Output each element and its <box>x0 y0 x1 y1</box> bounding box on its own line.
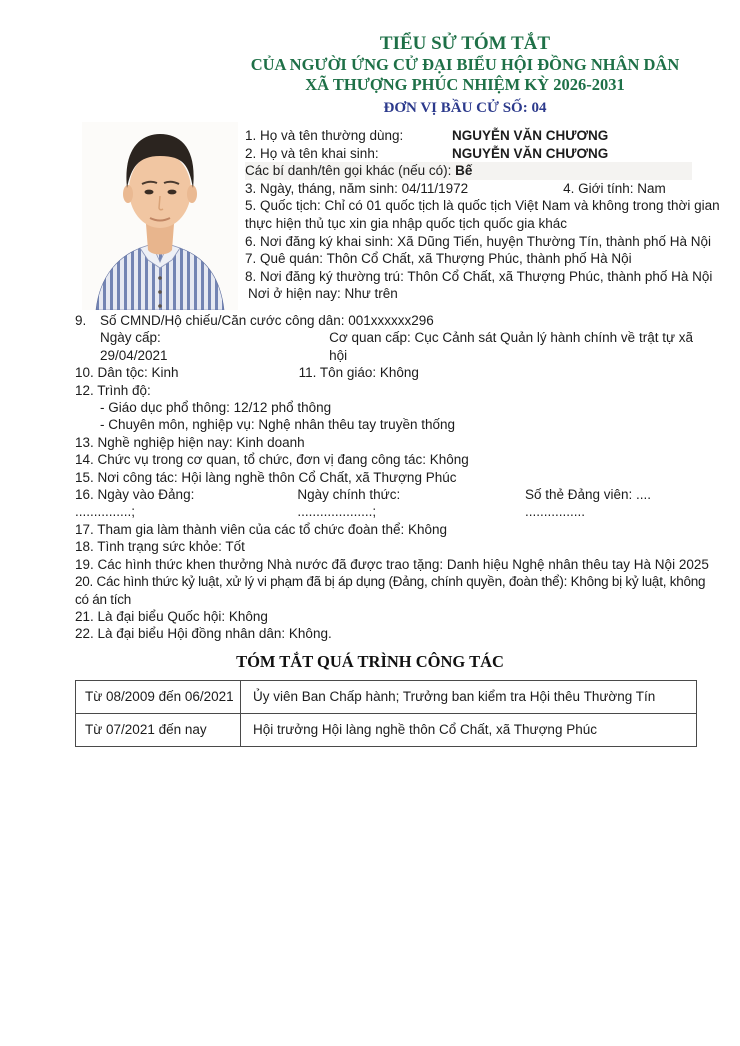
fields-9-to-22 <box>0 312 740 643</box>
field-nationality: 5. Quốc tịch: Chỉ có 01 quốc tịch là quốc tịch Việt Nam và không trong thời gian thực hiện thủ tục xin gia nhập quốc tịch quốc gia khác <box>245 198 720 231</box>
election-unit-line: ĐƠN VỊ BẦU CỬ SỐ: 04 <box>383 100 547 116</box>
field-national-assembly: 21. Là đại biểu Quốc hội: Không <box>75 608 268 624</box>
field-party-official-date: Ngày chính thức: ....................; <box>297 487 401 520</box>
portrait-photo <box>82 122 238 310</box>
field-party-join-date: 16. Ngày vào Đảng: ...............; <box>75 487 195 520</box>
field-alias <box>245 162 692 180</box>
portrait-photo-illustration <box>82 122 238 310</box>
field-workplace: 15. Nơi công tác: Hội làng nghề thôn Cổ Chất, xã Thượng Phúc <box>75 469 457 485</box>
field-alias-label: Các bí danh/tên gọi khác (nếu có): <box>245 163 456 179</box>
work-history-row <box>76 680 697 713</box>
personal-info-top-section <box>0 122 740 310</box>
field-gender: 4. Giới tính: Nam <box>563 180 666 196</box>
field-dob-gender-row <box>245 180 737 198</box>
field-birth-name-value: NGUYỄN VĂN CHƯƠNG <box>452 145 609 161</box>
field-organizations: 17. Tham gia làm thành viên của các tổ chức đoàn thể: Không <box>75 521 448 537</box>
field-ethnicity: 10. Dân tộc: Kinh <box>75 365 179 381</box>
field-education-heading: 12. Trình độ: <box>75 382 151 398</box>
field-awards: 19. Các hình thức khen thưởng Nhà nước đã được trao tặng: Danh hiệu Nghệ nhân thêu tay Hà Nội 2025 <box>75 556 709 572</box>
form-title-line2: CỦA NGƯỜI ỨNG CỬ ĐẠI BIỂU HỘI ĐỒNG NHÂN DÂN <box>250 55 680 74</box>
field-alias-value: Bế <box>455 163 473 179</box>
field-hometown: 7. Quê quán: Thôn Cổ Chất, xã Thượng Phúc, thành phố Hà Nội <box>245 251 632 267</box>
work-role-cell: Hội trưởng Hội làng nghề thôn Cổ Chất, xã Thượng Phúc <box>241 713 697 746</box>
field-common-name-label: 1. Họ và tên thường dùng: <box>245 128 404 143</box>
field-id-number-text: Số CMND/Hộ chiếu/Căn cước công dân: 001xxxxxx296 <box>100 313 434 328</box>
work-period-cell: Từ 08/2009 đến 06/2021 <box>76 680 241 713</box>
form-title-line3: XÃ THƯỢNG PHÚC NHIỆM KỲ 2026-2031 <box>305 75 625 94</box>
field-education-general: - Giáo dục phổ thông: 12/12 phổ thông <box>100 400 332 416</box>
field-id-issue-row <box>75 329 712 364</box>
field-common-name-value: NGUYỄN VĂN CHƯƠNG <box>452 128 609 143</box>
field-party-dates-row <box>75 486 712 521</box>
field-id-number <box>75 312 712 329</box>
work-history-row <box>76 713 697 746</box>
field-current-residence: Nơi ở hiện nay: Như trên <box>248 286 398 302</box>
field-birth-name-label: 2. Họ và tên khai sinh: <box>245 145 379 161</box>
field-birth-name <box>245 145 737 163</box>
field-peoples-council: 22. Là đại biểu Hội đồng nhân dân: Không. <box>75 626 332 642</box>
work-role-cell: Ủy viên Ban Chấp hành; Trưởng ban kiểm tra Hội thêu Thường Tín <box>241 680 697 713</box>
fields-1-to-8 <box>245 122 737 310</box>
work-period-cell: Từ 07/2021 đến nay <box>76 713 241 746</box>
field-common-name <box>245 127 737 145</box>
work-history-table <box>75 680 697 747</box>
work-history-title: TÓM TẮT QUÁ TRÌNH CÔNG TÁC <box>236 651 504 671</box>
field-dob: 3. Ngày, tháng, năm sinh: 04/11/1972 <box>245 180 469 196</box>
field-party-card-number: Số thẻ Đảng viên: .... ................ <box>524 487 652 520</box>
field-religion: 11. Tôn giáo: Không <box>298 365 419 381</box>
field-occupation: 13. Nghề nghiệp hiện nay: Kinh doanh <box>75 434 305 450</box>
form-title-line1: TIỂU SỬ TÓM TẮT <box>379 33 551 54</box>
field-health: 18. Tình trạng sức khỏe: Tốt <box>75 539 245 555</box>
field-education-professional: - Chuyên môn, nghiệp vụ: Nghệ nhân thêu tay truyền thống <box>100 417 455 433</box>
field-birthplace: 6. Nơi đăng ký khai sinh: Xã Dũng Tiến, huyện Thường Tín, thành phố Hà Nội <box>245 233 712 249</box>
field-id-issue-date: Ngày cấp: 29/04/2021 <box>100 330 168 363</box>
field-position: 14. Chức vụ trong cơ quan, tổ chức, đơn vị đang công tác: Không <box>75 452 469 468</box>
field-permanent-residence: 8. Nơi đăng ký thường trú: Thôn Cổ Chất, xã Thượng Phúc, thành phố Hà Nội <box>245 268 713 284</box>
field-discipline: 20. Các hình thức kỷ luật, xử lý vi phạm đã bị áp dụng (Đảng, chính quyền, đoàn thể): Không bị kỷ luật, không có án tích <box>75 574 706 607</box>
document-header <box>190 0 740 118</box>
field-id-issuer: Cơ quan cấp: Cục Cảnh sát Quản lý hành chính về trật tự xã hội <box>329 330 693 363</box>
field-ethnicity-religion-row <box>75 364 712 381</box>
field-id-number-index: 9. <box>75 313 87 328</box>
